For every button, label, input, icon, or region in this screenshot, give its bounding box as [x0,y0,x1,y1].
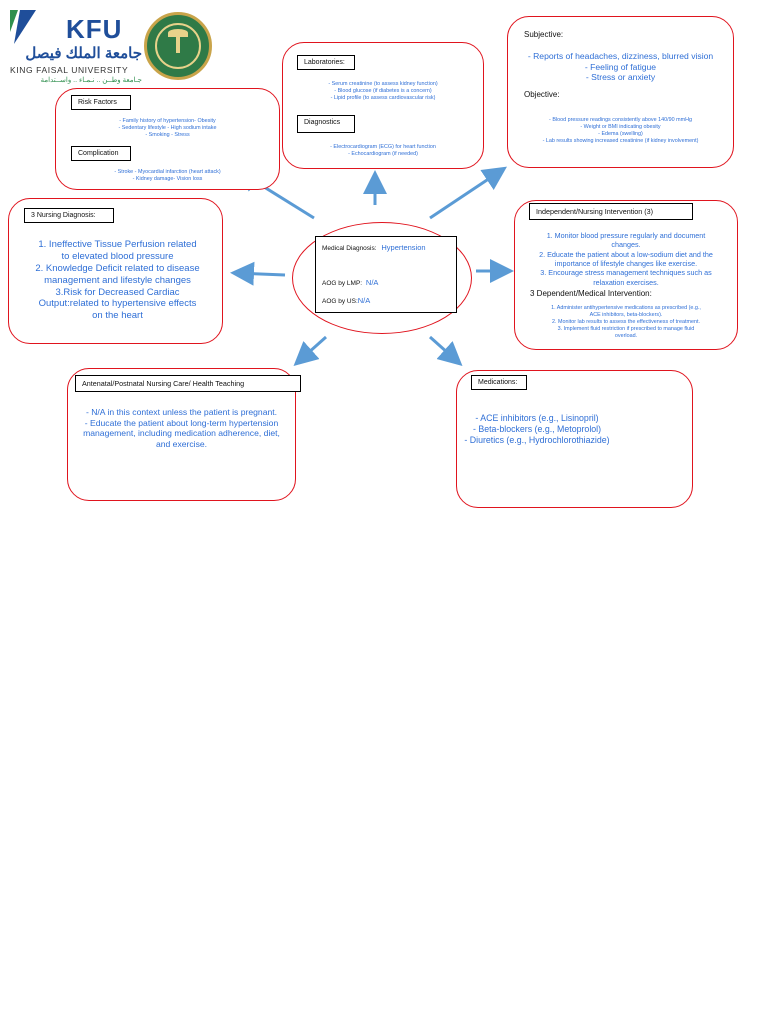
university-seal-icon [144,12,212,80]
list-item: - Reports of headaches, dizziness, blurred vision [527,51,714,61]
list-item: ACE inhibitors, beta-blockers). [589,312,663,319]
independent-intervention-title: Independent/Nursing Intervention (3) [529,203,693,220]
dependent-intervention-title: 3 Dependent/Medical Intervention: [530,289,652,298]
list-item: 3. Implement fluid restriction if prescribed to manage fluid [557,326,695,333]
list-item: - Educate the patient about long-term hypertension [84,417,279,428]
logo-arabic-name: جامعة الملك فيصل [25,45,142,62]
health-teaching-list [68,407,295,450]
list-item: to elevated blood pressure [61,250,174,262]
arrow-to-teaching [298,337,326,362]
arrow-to-nursing-dx [236,273,285,275]
list-item: 2. Educate the patient about a low-sodium diet and the [539,249,713,259]
list-item: management and lifestyle changes [44,274,191,286]
interventions-box [514,200,738,350]
list-item: - Electrocardiogram (ECG) for heart function [330,144,436,150]
diagnostics-title: Diagnostics [297,115,355,133]
objective-list [508,117,733,145]
subjective-title: Subjective: [524,30,564,39]
university-logo [8,10,220,82]
diagnostics-list [283,144,483,158]
list-item: - Feeling of fatigue [584,61,657,72]
list-item: 2. Monitor lab results to assess the effectiveness of treatment. [552,319,700,326]
risk-factors-title: Risk Factors [71,95,131,110]
aog-lmp-value: N/A [365,278,379,287]
list-item: 1. Ineffective Tissue Perfusion related [38,239,197,250]
laboratories-list [283,81,483,102]
list-item: changes. [611,240,641,250]
assessment-box [507,16,734,168]
list-item: management, including medication adherence, diet, [83,428,280,439]
list-item: - Kidney damage- Vision loss [132,176,203,183]
complication-title: Complication [71,146,131,161]
logo-brand: KFU [66,14,123,44]
list-item: - Echocardiogram (if needed) [348,151,418,158]
arrow-to-medications [430,337,458,362]
laboratories-title: Laboratories: [297,55,355,70]
list-item: overload. [614,333,638,340]
medical-diagnosis-label: Medical Diagnosis: [322,245,377,252]
risk-factors-box [55,88,280,190]
medications-list [463,413,611,446]
arrow-to-assessment [430,170,502,218]
list-item: - Lipid profile (to assess cardiovascular risk) [330,95,436,102]
nursing-diagnosis-box [8,198,223,344]
medical-diagnosis-value: Hypertension [381,243,426,252]
complication-list [56,169,279,183]
health-teaching-box [67,368,296,501]
nursing-diagnosis-list [11,239,224,322]
medical-diagnosis-box [315,236,457,313]
list-item: Output:related to hypertensive effects [38,298,197,310]
medications-box [456,370,693,508]
list-item: 1. Administer antihypertensive medications as prescribed (e.g., [551,305,701,311]
subjective-list [508,51,733,83]
aog-us-label: AOG by US: [322,298,358,305]
list-item: 1. Monitor blood pressure regularly and document [546,231,706,240]
list-item: 3.Risk for Decreased Cardiac [55,286,180,298]
list-item: - Blood glucose (if diabetes is a concern) [334,88,432,95]
list-item: - Edema (swelling) [598,131,643,138]
list-item: - N/A in this context unless the patient is pregnant. [85,407,278,417]
medications-title: Medications: [471,375,527,390]
list-item: - Lab results showing increased creatinine (if kidney involvement) [542,138,699,145]
nursing-diagnosis-title: 3 Nursing Diagnosis: [24,208,114,223]
list-item: 3. Encourage stress management techniques such as [540,268,712,278]
list-item: relaxation exercises. [593,277,659,287]
logo-arabic-motto: جـامعة وطــن .. نـمـاء .. واســتدامة [40,77,142,84]
list-item: - ACE inhibitors (e.g., Lisinopril) [475,413,599,423]
list-item: - Family history of hypertension- Obesity [119,118,216,124]
list-item: - Sedentary lifestyle - High sodium intake [118,125,217,132]
objective-title: Objective: [524,90,560,99]
risk-factors-list [56,118,279,139]
list-item: - Stress or anxiety [585,72,656,83]
list-item: - Blood pressure readings consistently above 140/90 mmHg [549,117,692,123]
list-item: on the heart [92,310,143,322]
list-item: - Weight or BMI indicating obesity [580,124,661,131]
list-item: - Serum creatinine (to assess kidney function) [328,81,438,87]
aog-lmp-label: AOG by LMP: [322,280,363,287]
laboratories-box [282,42,484,169]
list-item: and exercise. [155,439,208,450]
list-item: - Diuretics (e.g., Hydrochlorothiazide) [464,434,610,445]
list-item: importance of lifestyle changes like exercise. [554,259,698,269]
list-item: 2. Knowledge Deficit related to disease [35,262,200,274]
logo-english-name: KING FAISAL UNIVERSITY [10,65,129,75]
dependent-intervention-list [515,305,737,340]
aog-us-value: N/A [357,296,371,305]
health-teaching-title: Antenatal/Postnatal Nursing Care/ Health Teaching [75,375,301,392]
list-item: - Stroke - Myocardial infarction (heart attack) [114,169,221,175]
independent-intervention-list [515,231,737,287]
list-item: - Beta-blockers (e.g., Metoprolol) [472,423,602,434]
list-item: - Smoking - Stress [145,132,190,139]
